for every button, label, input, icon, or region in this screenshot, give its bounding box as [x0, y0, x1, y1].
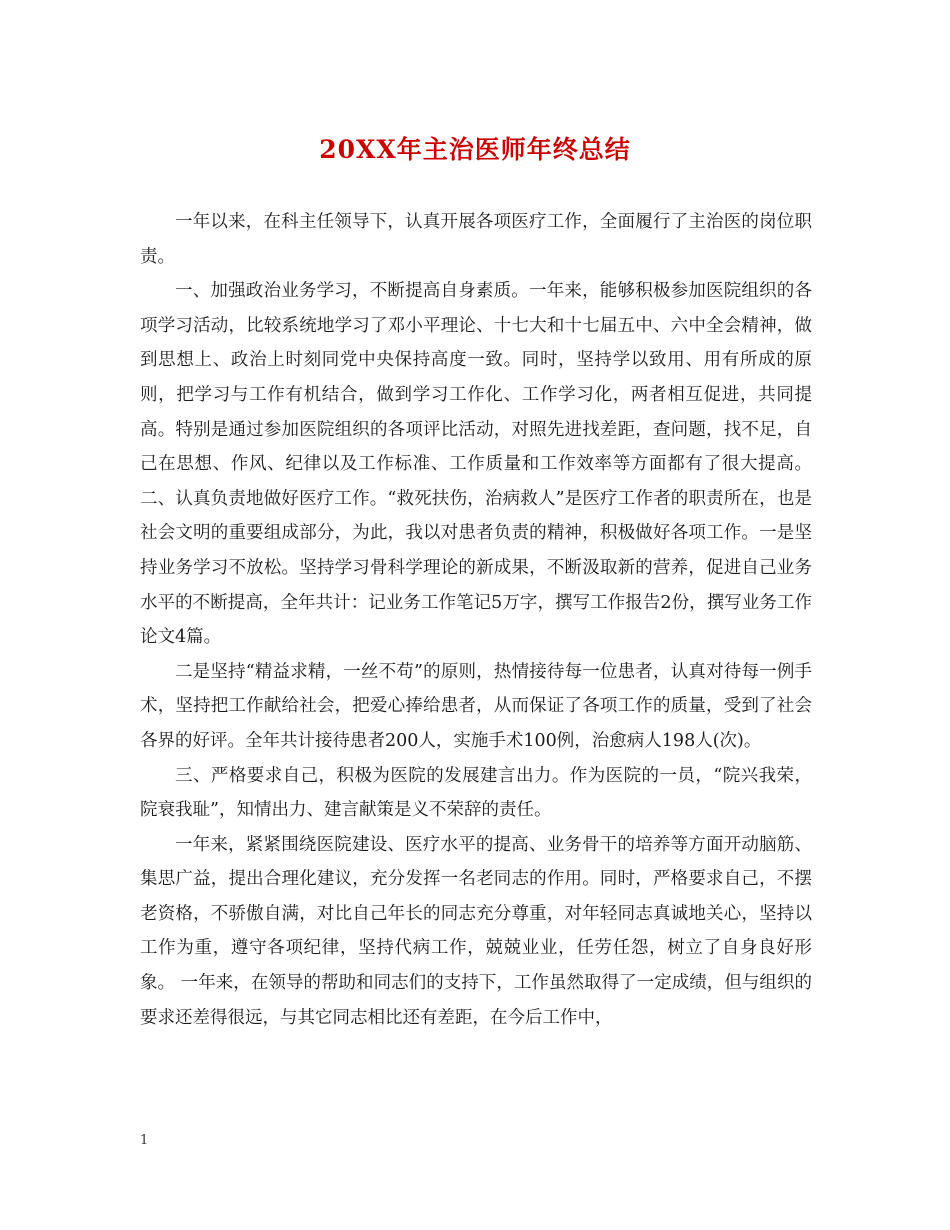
document-title: 20XX年主治医师年终总结 — [319, 135, 631, 164]
document-body — [140, 205, 812, 1035]
paragraph-second-point: 二是坚持“精益求精，一丝不苟”的原则，热情接待每一位患者，认真对待每一例手术，坚持把工作献给社会，把爱心捧给患者，从而保证了各项工作的质量，受到了社会各界的好评。全年共计接待患者200人，实施手术100例，治愈病人198人(次)。 — [140, 661, 812, 751]
paragraph-intro: 一年以来，在科主任领导下，认真开展各项医疗工作，全面履行了主治医的岗位职责。 — [140, 212, 812, 267]
paragraph-year-review: 一年来，紧紧围绕医院建设、医疗水平的提高、业务骨干的培养等方面开动脑筋、集思广益，提出合理化建议，充分发挥一名老同志的作用。同时，严格要求自己，不摆老资格，不骄傲自满，对比自己年长的同志充分尊重，对年轻同志真诚地关心，坚持以工作为重，遵守各项纪律，坚持代病工作，兢兢业业，任劳任怨，树立了自身良好形象。 一年来，在领导的帮助和同志们的支持下，工作虽然取得了一定成绩，但与组织的要求还差得很远，与其它同志相比还有差距，在今后工作中， — [140, 834, 812, 1028]
page-number: 1 — [140, 1133, 149, 1148]
paragraph-section-one-two: 一、加强政治业务学习，不断提高自身素质。一年来，能够积极参加医院组织的各项学习活动，比较系统地学习了邓小平理论、十七大和十七届五中、六中全会精神，做到思想上、政治上时刻同党中央保持高度一致。同时，坚持学以致用、用有所成的原则，把学习与工作有机结合，做到学习工作化、工作学习化，两者相互促进，共同提高。特别是通过参加医院组织的各项评比活动，对照先进找差距，查问题，找不足，自己在思想、作风、纪律以及工作标准、工作质量和工作效率等方面都有了很大提高。 二、认真负责地做好医疗工作。“救死扶伤，治病救人”是医疗工作者的职责所在，也是社会文明的重要组成部分，为此，我以对患者负责的精神，积极做好各项工作。一是坚持业务学习不放松。坚持学习骨科学理论的新成果，不断汲取新的营养，促进自己业务水平的不断提高，全年共计：记业务工作笔记5万字，撰写工作报告2份，撰写业务工作论文4篇。 — [140, 281, 812, 648]
paragraph-section-three: 三、严格要求自己，积极为医院的发展建言出力。作为医院的一员，“院兴我荣，院衰我耻”，知情出力、建言献策是义不荣辞的责任。 — [140, 765, 812, 821]
